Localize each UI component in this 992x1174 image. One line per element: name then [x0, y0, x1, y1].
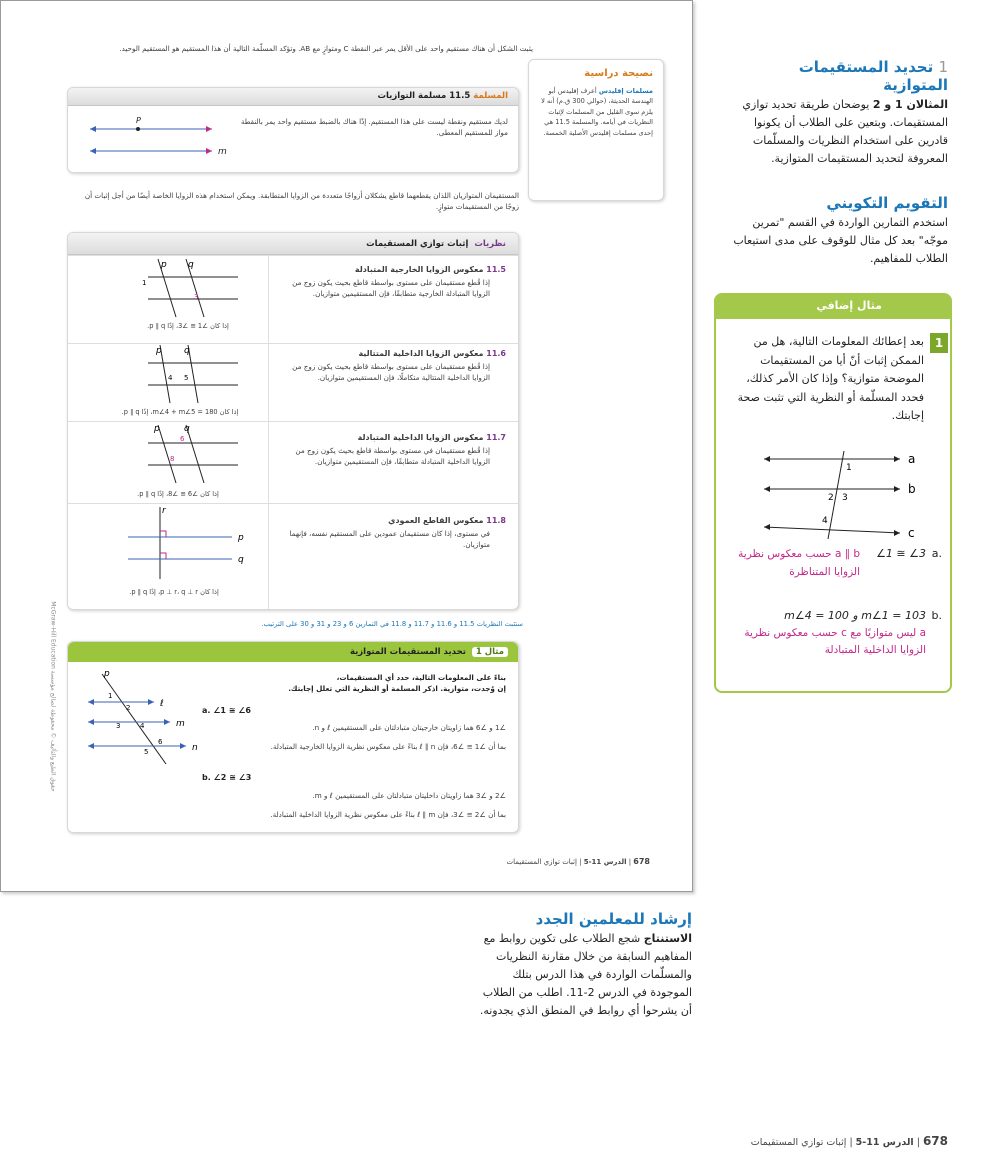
- example1-a-line2: بما أن ∠1 ≅ ∠6، فإن ℓ ∥ n بناءً على معكوس نظرية الزوايا الخارجية المتبادلة.: [270, 742, 506, 751]
- theorem-text: إذا قُطع مستقيمان في مستوى بواسطة قاطع بحيث يكون زوج من الزوايا الداخلية المتبادلة متطابقًا، فإن المستقيمين متوازيان.: [295, 446, 490, 466]
- answer-a-label: a.: [931, 547, 942, 560]
- theorem-number: 11.6: [486, 349, 506, 358]
- theorem-example: إذا كان ∠6 ≅ ∠8، إذًا p ∥ q.: [137, 490, 219, 498]
- postulate-label: المسلمة: [473, 91, 508, 101]
- svg-text:r: r: [162, 506, 166, 516]
- page-footer: 678 | الدرس 11-5 | إثبات توازي المستقيمات: [750, 1134, 948, 1148]
- theorem-example: إذا كان p ⊥ r، q ⊥ r، إذًا p ∥ q.: [129, 588, 219, 596]
- study-tip: [528, 59, 664, 201]
- svg-text:p: p: [156, 346, 162, 356]
- theorem-example: إذا كان ∠1 ≅ ∠3، إذًا p ∥ q.: [147, 322, 229, 330]
- side-credit: حقوق الطبع والتأليف © محفوظة لصالح مؤسسة McGraw-Hill Education: [49, 601, 57, 792]
- svg-text:q: q: [184, 346, 190, 356]
- theorems-heading: [366, 239, 506, 249]
- answer-a-result: a ∥ b حسب معكوس نظرية الزوايا المتناظرة: [738, 548, 860, 578]
- svg-text:5: 5: [144, 748, 149, 756]
- svg-text:q: q: [238, 555, 244, 565]
- extra-diagram: [760, 449, 930, 541]
- theorem-title: 11.6 معكوس الزوايا الداخلية المتتالية: [358, 349, 506, 358]
- svg-text:4: 4: [168, 374, 173, 382]
- svg-text:p: p: [161, 260, 167, 270]
- svg-text:6: 6: [180, 435, 185, 443]
- svg-text:p: p: [238, 533, 244, 543]
- postulate-number: 11.5: [449, 91, 471, 101]
- postulate-heading: [377, 91, 508, 101]
- svg-text:4: 4: [140, 722, 145, 730]
- theorem-title: 11.8 معكوس القاطع العمودي: [388, 516, 506, 525]
- postulate-text: لديك مستقيم ونقطة ليست على هذا المستقيم. إذًا هناك بالضبط مستقيم واحد يمر بالنقطة مواز للمستقيم المعطى.: [240, 117, 508, 137]
- example1-diagram: [82, 666, 212, 766]
- new-teachers-bold: الاستنتاج: [643, 932, 692, 945]
- postulate-title: مسلمة التوازيات: [377, 91, 447, 101]
- theorem-number: 11.7: [486, 433, 506, 442]
- theorem-number: 11.8: [486, 516, 506, 525]
- theorem-number: 11.5: [486, 265, 506, 274]
- teacher-section-1: [732, 58, 948, 168]
- svg-text:q: q: [184, 424, 190, 434]
- section-number: 1: [938, 58, 948, 76]
- example1-prompt: بناءً على المعلومات التالية، حدد أي المستقيمات، إن وُجدت، متوازية. اذكر المسلمة أو النظرية التي تعلل إجابتك.: [288, 673, 506, 693]
- study-tip-body: أعرف إقليدس أبو الهندسة الحديثة، (حوالي 300 ق.م) أنه لا يلزم سوى القليل من المسلمات لإثبات النظريات في أيامه. والمسلمة 11.5 هي إحدى مسلمات إقليدس الأصلية الخمسة.: [541, 87, 653, 137]
- svg-text:ℓ: ℓ: [160, 699, 164, 709]
- line-m-label: m: [218, 147, 227, 157]
- theorem-title: 11.5 معكوس الزوايا الخارجية المتبادلة: [354, 265, 506, 274]
- svg-text:p: p: [154, 424, 160, 434]
- extra-title: مثال إضافي: [816, 299, 882, 312]
- svg-text:q: q: [188, 260, 194, 270]
- study-tip-subtitle: مسلمات إقليدس: [598, 87, 653, 95]
- example1-a-label: a. ∠1 ≅ ∠6: [202, 706, 251, 715]
- section-text: يوضحان طريقة تحديد توازي المستقيمات. وبتعين على الطلاب أن يكونوا قادرين على استخدام النظريات والمسلّمات المعروفة لتحديد المستقيمات المتوازية.: [742, 98, 948, 165]
- line-b-label: b: [908, 482, 916, 496]
- theorems-box: [67, 232, 519, 610]
- extra-number: 1: [930, 333, 948, 353]
- extra-text: بعد إعطائك المعلومات التالية، هل من الممكن إثبات أنّ أيا من المستقيمات الموضحة متوازية؟ وإذا كان الأمر كذلك، فحدد المسلّمة أو النظرية التي تثبت صحة إجابتك.: [737, 335, 924, 422]
- theorem-diagram: [128, 255, 238, 321]
- answer-b-condition: m∠1 = 103 و m∠4 = 100: [784, 609, 926, 622]
- answer-a-condition: ∠1 ≅ ∠3: [876, 547, 926, 560]
- section-title: تحديد المستقيمات المتوازية: [798, 58, 948, 94]
- answer-b-result: a ليس متوازيًا مع c حسب معكوس نظرية الزوايا الداخلية المتبادلة: [744, 627, 926, 656]
- theorem-text: في مستوى، إذا كان مستقيمان عمودين على المستقيم نفسه، فإنهما متوازيان.: [289, 529, 490, 549]
- svg-text:2: 2: [126, 704, 131, 712]
- example1-title: تحديد المستقيمات المتوازية: [349, 647, 466, 657]
- example1-b-label: b. ∠2 ≅ ∠3: [202, 773, 252, 782]
- postulate-box: [67, 87, 519, 173]
- example1-b-line1: ∠2 و ∠3 هما زاويتان داخليتان متبادلتان على المستقيمين ℓ و m.: [312, 791, 506, 800]
- theorems-title: إثبات توازي المستقيمات: [366, 239, 469, 249]
- svg-text:3: 3: [194, 293, 199, 301]
- intro-text: يثبت الشكل أن هناك مستقيم واحد على الأقل يمر عبر النقطة C ومتوازٍ مع AB. وتؤكد المسلّمة التالية أن هذا المستقيم هو المستقيم الوحيد.: [119, 44, 533, 53]
- formative-section: [732, 194, 948, 268]
- svg-text:n: n: [192, 743, 198, 753]
- para-text: المستقيمان المتوازيان اللذان يقطعهما قاطع يشكلان أزواجًا متعددة من الزوايا المتطابقة. ويمكن استخدام هذه الزوايا الخاصة أيضًا من أجل إثبات أن زوجًا من المستقيمات متوازٍ.: [84, 191, 519, 211]
- section-bold: المثالان 1 و 2: [872, 98, 948, 111]
- svg-text:1: 1: [142, 279, 147, 287]
- svg-text:8: 8: [170, 455, 175, 463]
- example1-box: [67, 641, 519, 833]
- line-c-label: c: [908, 526, 915, 540]
- theorems-label: نظريات: [474, 239, 506, 249]
- svg-text:3: 3: [116, 722, 121, 730]
- footer-page: 678: [922, 1134, 948, 1148]
- example1-label: مثال 1: [472, 647, 508, 657]
- theorem-title: 11.7 معكوس الزوايا الداخلية المتبادلة: [357, 433, 506, 442]
- svg-text:3: 3: [842, 493, 848, 503]
- formative-text: استخدم التمارين الواردة في القسم "تمرين موجّه" بعد كل مثال للوقوف على مدى استيعاب الطلاب للمفاهيم.: [733, 216, 948, 265]
- theorem-diagram: [128, 343, 238, 405]
- theorem-text: إذا قُطع مستقيمان على مستوى بواسطة قاطع بحيث يكون زوج من الزوايا المتبادلة الخارجية متطابقًا، فإن المستقيمين متوازيان.: [292, 278, 490, 298]
- study-tip-title: نصيحة دراسية: [584, 68, 653, 79]
- new-teachers-text: شجع الطلاب على تكوين روابط مع المفاهيم السابقة من خلال مقارنة النظريات والمسلّمات الواردة في هذا الدرس بتلك الموجودة في الدرس 2-11. اطلب من الطلاب أن يشرحوا أي روابط في المنطق الذي يجدونه.: [479, 932, 692, 1017]
- postulate-diagram: [82, 110, 242, 170]
- svg-text:p: p: [104, 669, 110, 679]
- point-p-label: P: [136, 116, 141, 125]
- extra-example-box: [714, 293, 952, 693]
- footer-lesson: الدرس 11-5: [855, 1137, 914, 1148]
- svg-text:m: m: [176, 719, 185, 729]
- example1-heading: [350, 647, 508, 657]
- example1-a-line1: ∠1 و ∠6 هما زاويتان خارجيتان متبادلتان على المستقيمين ℓ و n.: [312, 723, 506, 732]
- theorem-example: إذا كان m∠4 + m∠5 = 180، إذًا p ∥ q.: [121, 408, 239, 416]
- svg-text:5: 5: [184, 374, 189, 382]
- formative-title: التقويم التكويني: [826, 194, 948, 212]
- svg-text:4: 4: [822, 516, 828, 526]
- new-teachers-title: إرشاد للمعلمين الجدد: [535, 910, 692, 928]
- inner-footer: 678 | الدرس 11-5 | إثبات توازي المستقيمات: [506, 857, 650, 866]
- answer-b-label: b.: [931, 609, 942, 622]
- proof-note: ستثبت النظريات 11.5 و 11.6 و 11.7 و 11.8 في التمارين 6 و 23 و 31 و 30 على الترتيب.: [261, 620, 523, 628]
- theorem-diagram: [128, 421, 238, 487]
- svg-text:2: 2: [828, 493, 834, 503]
- new-teachers-section: [478, 910, 692, 1020]
- svg-text:1: 1: [108, 692, 113, 700]
- theorem-text: إذا قُطع مستقيمان على مستوى بواسطة قاطع بحيث يكون زوج من الزوايا الداخلية المتتالية متكاملًا، فإن المستقيمين متوازيان.: [292, 362, 490, 382]
- theorem-diagram: [118, 503, 248, 583]
- svg-text:6: 6: [158, 738, 163, 746]
- footer-title: إثبات توازي المستقيمات: [750, 1137, 847, 1148]
- example1-b-line2: بما أن ∠2 ≅ ∠3، فإن ℓ ∥ m بناءً على معكوس نظرية الزوايا الداخلية المتبادلة.: [270, 810, 506, 819]
- line-a-label: a: [908, 452, 916, 466]
- svg-text:1: 1: [846, 463, 852, 473]
